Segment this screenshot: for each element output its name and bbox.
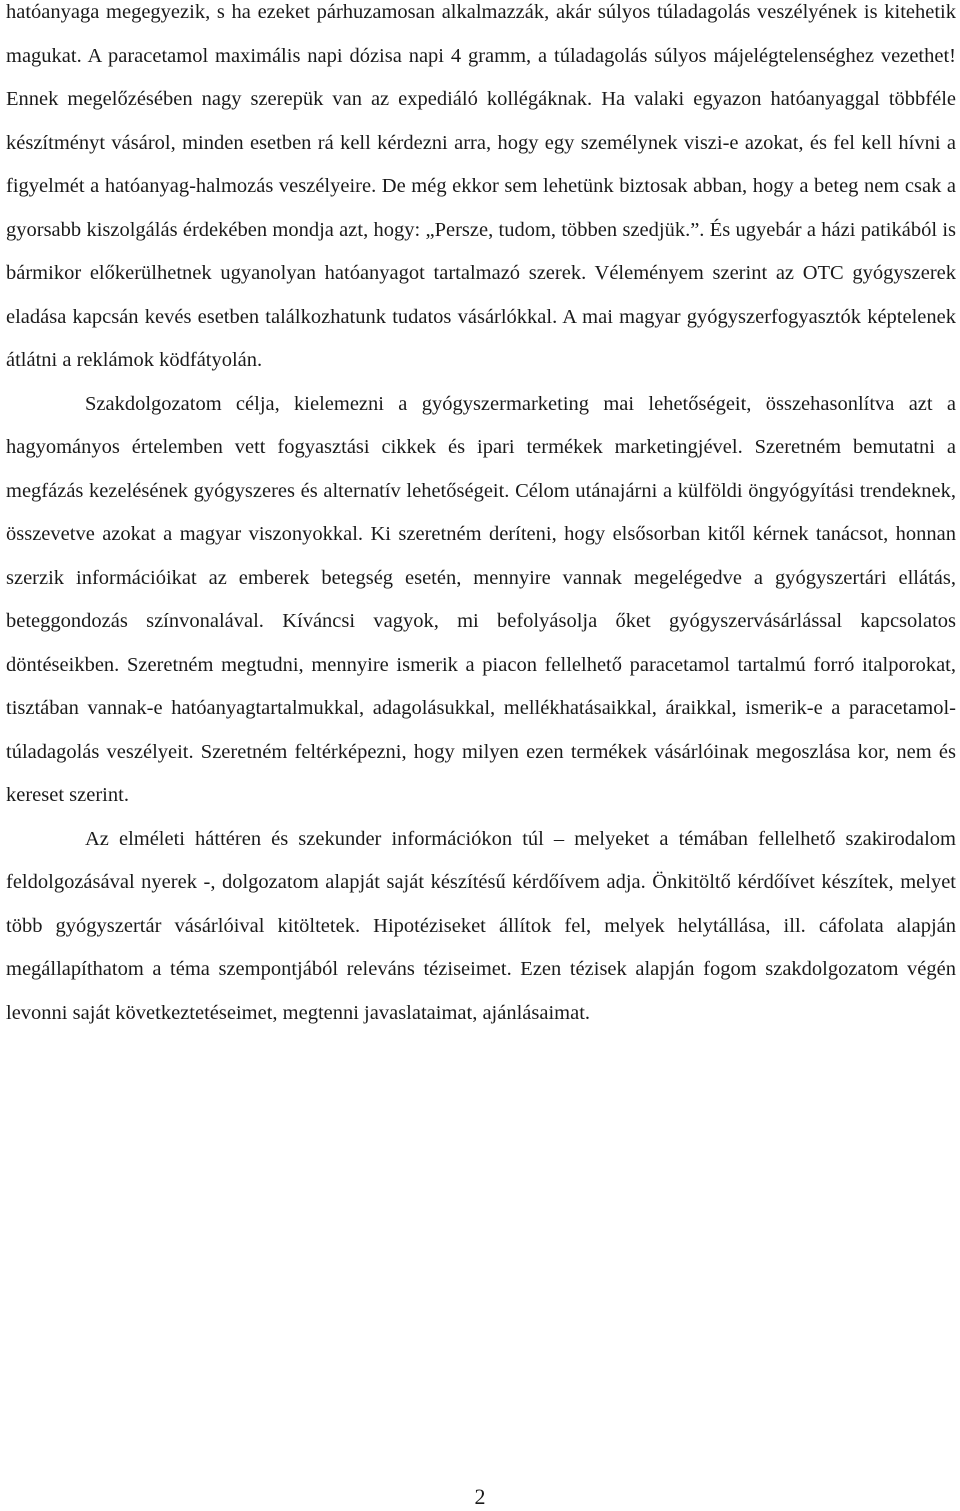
- page-number: 2: [474, 1484, 486, 1509]
- paragraph-otc-risks: hatóanyaga megegyezik, s ha ezeket párhuzamosan alkalmazzák, akár súlyos túladagolás veszélyének is kitehetik magukat. A paracetamol maximális napi dózisa napi 4 gramm, a túladagolás súlyos májelégtelenséghez vezethet! Ennek megelőzésében nagy szerepük van az expediáló kollégáknak. Ha valaki egyazon hatóanyaggal többféle készítményt vásárol, minden esetben rá kell kérdezni arra, hogy egy személynek viszi-e azokat, és fel kell hívni a figyelmét a hatóanyag-halmozás veszélyeire. De még ekkor sem lehetünk biztosak abban, hogy a beteg nem csak a gyorsabb kiszolgálás érdekében mondja azt, hogy: „Persze, tudom, többen szedjük.”. És ugyebár a házi patikából is bármikor előkerülhetnek ugyanolyan hatóanyagot tartalmazó szerek. Véleményem szerint az OTC gyógyszerek eladása kapcsán kevés esetben találkozhatunk tudatos vásárlókkal. A mai magyar gyógyszerfogyasztók képtelenek átlátni a reklámok ködfátyolán.: [6, 1, 956, 371]
- document-page: [6, 0, 956, 1035]
- paragraph-thesis-goals: Szakdolgozatom célja, kielemezni a gyógyszermarketing mai lehetőségeit, összehasonlítva azt a hagyományos értelemben vett fogyasztási cikkek és ipari termékek marketingjével. Szeretném bemutatni a megfázás kezelésének gyógyszeres és alternatív lehetőségeit. Célom utánajárni a külföldi öngyógyítási trendeknek, összevetve azokat a magyar viszonyokkal. Ki szeretném deríteni, hogy elsősorban kitől kérnek tanácsot, honnan szerzik információikat az emberek betegség esetén, mennyire vannak megelégedve a gyógyszertári ellátás, beteggondozás színvonalával. Kíváncsi vagyok, mi befolyásolja őket gyógyszervásárlással kapcsolatos döntéseikben. Szeretném megtudni, mennyire ismerik a piacon fellelhető paracetamol tartalmú forró italporokat, tisztában vannak-e hatóanyagtartalmukkal, adagolásukkal, mellékhatásaikkal, áraikkal, ismerik-e a paracetamol-túladagolás veszélyeit. Szeretném feltérképezni, hogy milyen ezen termékek vásárlóinak megoszlása kor, nem és kereset szerint.: [6, 392, 956, 806]
- paragraph-methodology: Az elméleti háttéren és szekunder információkon túl – melyeket a témában fellelhető szakirodalom feldolgozásával nyerek -, dolgozatom alapját saját készítésű kérdőívem adja. Önkitöltő kérdőívet készítek, melyet több gyógyszertár vásárlóival kitöltetek. Hipotéziseket állítok fel, melyek helytállása, ill. cáfolata alapján megállapíthatom a téma szempontjából releváns téziseimet. Ezen tézisek alapján fogom szakdolgozatom végén levonni saját következtetéseimet, megtenni javaslataimat, ajánlásaimat.: [6, 827, 956, 1024]
